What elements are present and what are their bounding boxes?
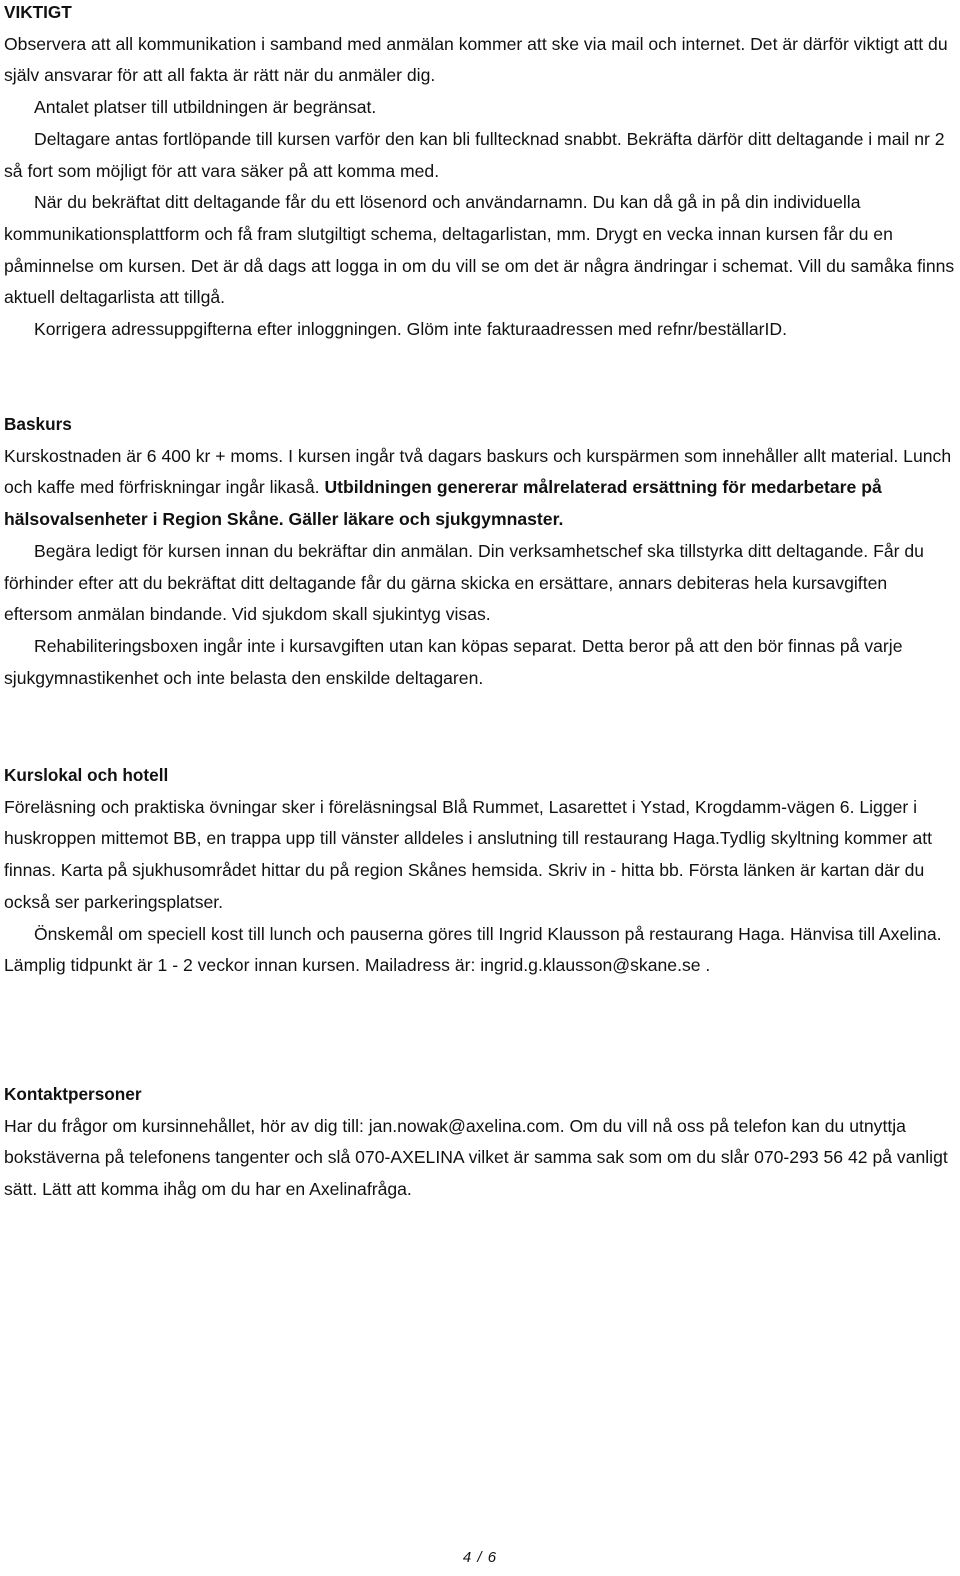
baskurs-paragraph-2: Begära ledigt för kursen innan du bekräftar din anmälan. Din verksamhetschef ska tillstyrka ditt deltagande. Får du förhinder efter att du bekräftat ditt deltagande får du gärna skicka en ersättare, annars debiteras hela kursavgiften eftersom anmälan bindande. Vid sjukdom skall sjukintyg visas. bbox=[4, 540, 924, 625]
baskurs-section bbox=[4, 409, 956, 694]
baskurs-paragraph-3: Rehabiliteringsboxen ingår inte i kursavgiften utan kan köpas separat. Detta beror på att den bör finnas på varje sjukgymnastikenhet och inte belasta den enskilde deltagaren. bbox=[4, 635, 903, 688]
page-number: 4 / 6 bbox=[462, 1549, 498, 1566]
viktigt-paragraph-5: Korrigera adressuppgifterna efter inloggningen. Glöm inte fakturaadressen med refnr/beställarID. bbox=[34, 319, 788, 340]
baskurs-paragraph-1 bbox=[4, 441, 956, 536]
viktigt-paragraph-4: När du bekräftat ditt deltagande får du ett lösenord och användarnamn. Du kan då gå in på din individuella kommunikationsplattform och få fram slutgiltigt schema, deltagarlistan, mm. Drygt en vecka innan kursen får du en påminnelse om kursen. Det är då dags att logga in om du vill se om det är några ändringar i schemat. Vill du samåka finns aktuell deltagarlista att tillgå. bbox=[4, 192, 955, 308]
viktigt-paragraph-3: Deltagare antas fortlöpande till kursen varför den kan bli fulltecknad snabbt. Bekräfta därför ditt deltagande i mail nr 2 så fort som möjligt för att vara säker på att komma med. bbox=[4, 128, 945, 181]
viktigt-heading: VIKTIGT bbox=[4, 2, 72, 22]
baskurs-reimbursement-text: Utbildningen genererar målrelaterad ersättning för medarbetare på hälsovalsenheter i Region Skåne. Gäller läkare och sjukgymnaster. bbox=[4, 477, 882, 530]
viktigt-paragraph-2: Antalet platser till utbildningen är begränsat. bbox=[34, 97, 377, 118]
baskurs-heading: Baskurs bbox=[4, 414, 72, 434]
baskurs-cost-text: Kurskostnaden är 6 400 kr + moms. I kursen ingår två dagars baskurs och kurspärmen som innehåller allt material. Lunch och kaffe med förfriskningar ingår likaså. bbox=[4, 445, 952, 498]
kurslokal-paragraph-2: Önskemål om speciell kost till lunch och pauserna göres till Ingrid Klausson på restaurang Haga. Hänvisa till Axelina. Lämplig tidpunkt är 1 - 2 veckor innan kursen. Mailadress är: ingrid.g.klausson@skane.se . bbox=[4, 923, 942, 976]
kontakt-heading: Kontaktpersoner bbox=[4, 1084, 142, 1104]
kontakt-paragraph-1: Har du frågor om kursinnehållet, hör av dig till: jan.nowak@axelina.com. Om du vill nå oss på telefon kan du utnyttja bokstäverna på telefonens tangenter och slå 070-AXELINA vilket är samma sak som om du slår 070-293 56 42 på vanligt sätt. Lätt att komma ihåg om du har en Axelinafråga. bbox=[4, 1115, 948, 1200]
kurslokal-paragraph-1: Föreläsning och praktiska övningar sker i föreläsningsal Blå Rummet, Lasarettet i Ystad, Krogdamm-vägen 6. Ligger i huskroppen mittemot BB, en trappa upp till vänster alldeles i anslutning till restaurang Haga.Tydlig skyltning kommer att finnas. Karta på sjukhusområdet hittar du på region Skånes hemsida. Skriv in - hitta bb. Första länken är kartan där du också ser parkeringsplatser. bbox=[4, 796, 933, 912]
viktigt-paragraph-1: Observera att all kommunikation i samband med anmälan kommer att ske via mail och internet. Det är därför viktigt att du själv ansvarar för att all fakta är rätt när du anmäler dig. bbox=[4, 33, 948, 86]
kurslokal-heading: Kurslokal och hotell bbox=[4, 765, 169, 785]
kontakt-section bbox=[4, 1079, 956, 1206]
viktigt-section bbox=[4, 0, 956, 346]
kurslokal-section bbox=[4, 760, 956, 982]
